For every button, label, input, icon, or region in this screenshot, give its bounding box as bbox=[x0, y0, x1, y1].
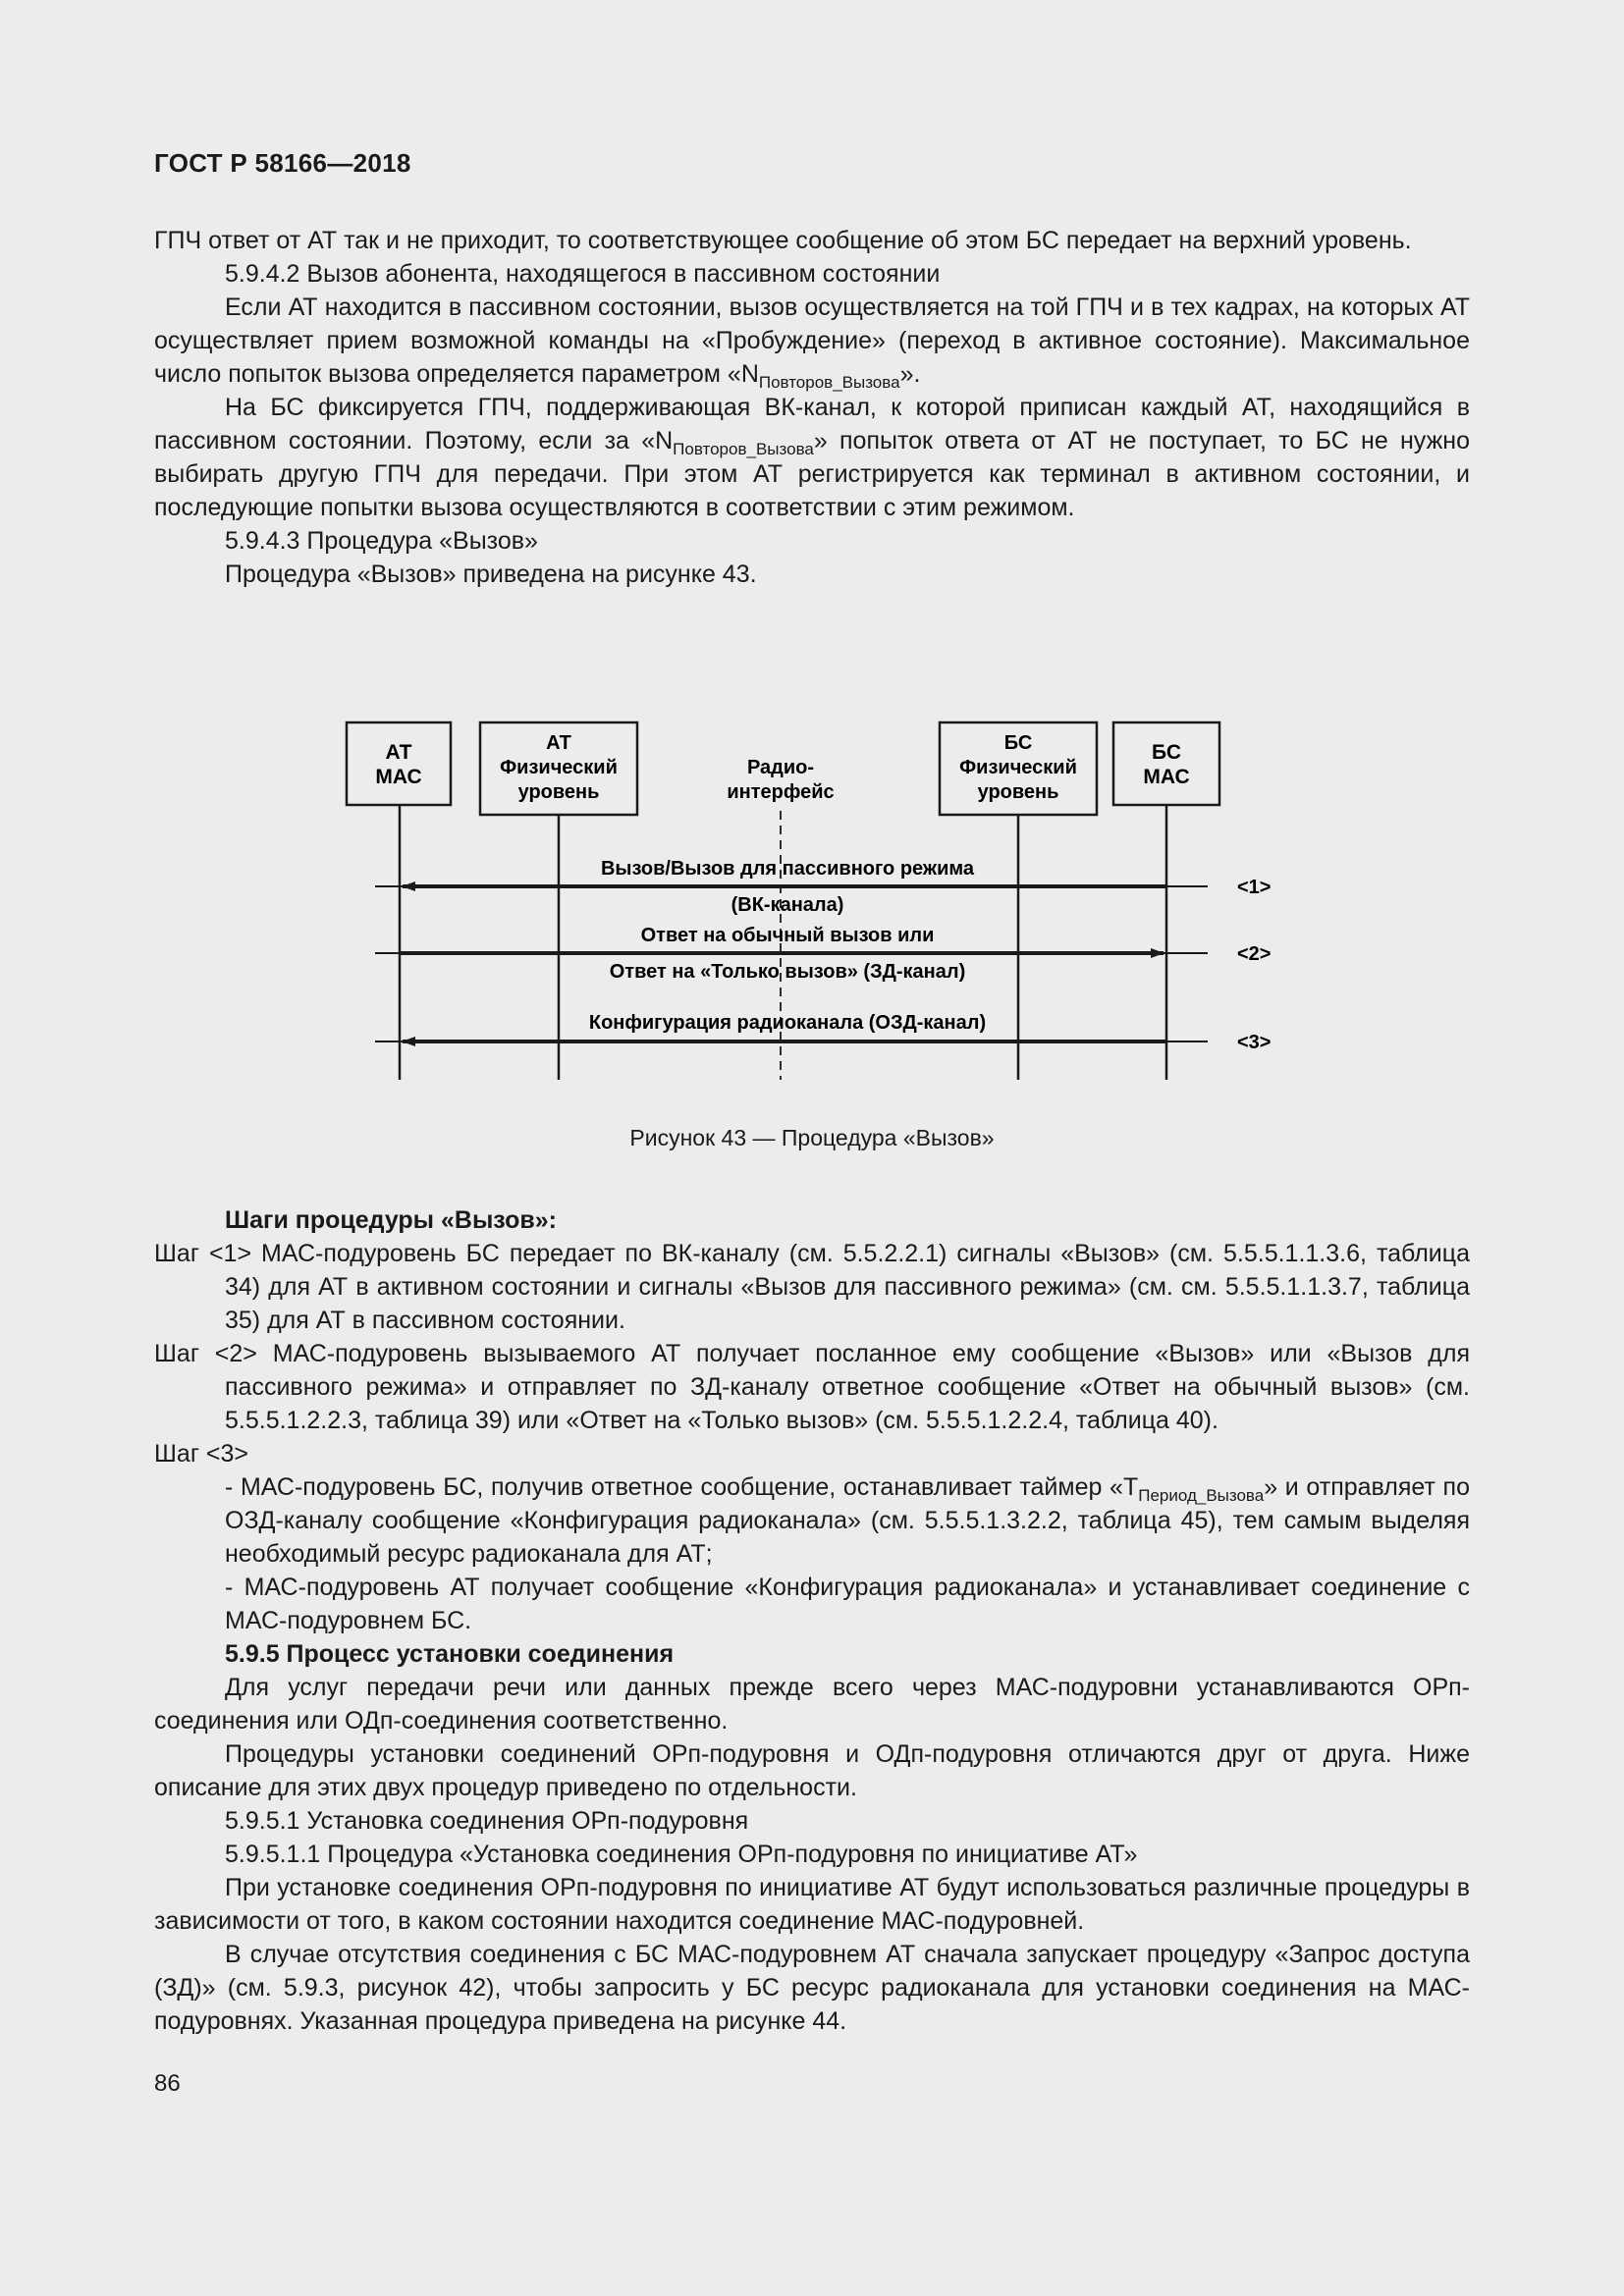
svg-text:МАС: МАС bbox=[1143, 766, 1190, 788]
step-3-label: Шаг <3> bbox=[154, 1440, 248, 1468]
step-1-text: Шаг <1> МАС-подуровень БС передает по ВК-каналу (см. 5.5.2.2.1) сигналы «Вызов» (см. 5.5.5.1.1.3.6, таблица 34) для АТ в активном состоянии и сигналы «Вызов для пассивного режима» (см. см. 5.5.5.1.1.3.7, таблица 35) для АТ в пассивном состоянии. bbox=[154, 1240, 1470, 1334]
svg-text:Радио-: Радио- bbox=[746, 757, 815, 778]
paragraph-procedures-differ: Процедуры установки соединений ОРп-подуровня и ОДп-подуровня отличаются друг от друга. Ниже описание для этих двух процедур приведено по отдельности. bbox=[154, 1740, 1470, 1801]
paragraph-bs-fixes-channel: На БС фиксируется ГПЧ, поддерживающая ВК-канал, к которой приписан каждый АТ, находящийся в пассивном состоянии. Поэтому, если за «$N_{Повторов\_Вызова}$» попыток ответа от АТ не поступает, то БС не нужно выбирать другую ГПЧ для передачи. При этом АТ регистрируется как терминал в активном состоянии, и последующие попытки вызова осуществляются в соответствии с этим режимом. bbox=[154, 394, 1470, 521]
box-at-phy bbox=[480, 722, 637, 815]
box-bs-mac bbox=[1113, 722, 1219, 805]
paragraph-passive-call: Если АТ находится в пассивном состоянии, вызов осуществляется на той ГПЧ и в тех кадрах, на которых АТ осуществляет прием возможной команды на «Пробуждение» (переход в активное состояние). Максимальное число попыток вызова определяется параметром «$N_{Повторов\_Вызова}$». bbox=[154, 294, 1470, 392]
svg-text:АТ: АТ bbox=[546, 732, 571, 754]
svg-text:АТ: АТ bbox=[385, 741, 412, 764]
message-1-label: Вызов/Вызов для пассивного режима bbox=[600, 858, 975, 880]
document-code-header: ГОСТ Р 58166—2018 bbox=[154, 148, 411, 178]
step-3-item-a: - МАС-подуровень БС, получив ответное сообщение, останавливает таймер «$Т_{Период\_Вызова}$» и отправляет по ОЗД-каналу сообщение «Конфигурация радиоканала» (см. 5.5.5.1.3.2.2, таблица 45), тем самым выделяя необходимый ресурс радиоканала для АТ; bbox=[225, 1473, 1471, 1568]
top-text-block bbox=[154, 224, 1470, 591]
section-heading-5-9-5: 5.9.5 Процесс установки соединения bbox=[225, 1640, 675, 1668]
bottom-text-block bbox=[154, 1203, 1470, 2038]
svg-text:БС: БС bbox=[1152, 741, 1181, 764]
svg-text:Физический: Физический bbox=[500, 757, 618, 778]
paragraph-connections: Для услуг передачи речи или данных прежде всего через МАС-подуровни устанавливаются ОРп-соединения или ОДп-соединения соответственно. bbox=[154, 1674, 1470, 1735]
figure-caption: Рисунок 43 — Процедура «Вызов» bbox=[629, 1125, 995, 1150]
section-heading-5-9-5-1: 5.9.5.1 Установка соединения ОРп-подуровня bbox=[225, 1807, 749, 1835]
message-1-label-2: (ВК-канала) bbox=[731, 894, 844, 916]
svg-text:уровень: уровень bbox=[517, 781, 600, 803]
svg-text:уровень: уровень bbox=[977, 781, 1059, 803]
step-2-text: Шаг <2> МАС-подуровень вызываемого АТ получает посланное ему сообщение «Вызов» или «Вызов для пассивного режима» и отправляет по ЗД-каналу ответное сообщение «Ответ на обычный вызов» (см. 5.5.5.1.2.2.3, таблица 39) или «Ответ на «Только вызов» (см. 5.5.5.1.2.2.4, таблица 40). bbox=[154, 1340, 1470, 1434]
step-1-marker: <1> bbox=[1237, 877, 1272, 898]
step-2-marker: <2> bbox=[1237, 943, 1272, 965]
sequence-diagram-svg bbox=[334, 713, 1296, 1086]
step-3-item-b: - МАС-подуровень АТ получает сообщение «Конфигурация радиоканала» и устанавливает соединение с МАС-подуровнем БС. bbox=[225, 1574, 1470, 1634]
svg-text:Физический: Физический bbox=[959, 757, 1077, 778]
svg-text:интерфейс: интерфейс bbox=[727, 781, 835, 803]
section-heading-5-9-4-2: 5.9.4.2 Вызов абонента, находящегося в пассивном состоянии bbox=[225, 260, 941, 288]
label-radio-interface bbox=[727, 757, 834, 803]
message-3-label: Конфигурация радиоканала (ОЗД-канал) bbox=[588, 1012, 987, 1034]
paragraph-various-procedures: При установке соединения ОРп-подуровня по инициативе АТ будут использоваться различные процедуры в зависимости от того, в каком состоянии находится соединение МАС-подуровней. bbox=[154, 1874, 1470, 1935]
message-2-label: Ответ на обычный вызов или bbox=[640, 925, 935, 946]
paragraph-access-request: В случае отсутствия соединения с БС МАС-подуровнем АТ сначала запускает процедуру «Запрос доступа (ЗД)» (см. 5.9.3, рисунок 42), чтобы запросить у БС ресурс радиоканала для установки соединения на МАС-подуровнях. Указанная процедура приведена на рисунке 44. bbox=[154, 1941, 1470, 2035]
box-bs-phy bbox=[940, 722, 1097, 815]
page-number: 86 bbox=[154, 2070, 181, 2097]
paragraph-continuation: ГПЧ ответ от АТ так и не приходит, то соответствующее сообщение об этом БС передает на верхний уровень. bbox=[154, 227, 1412, 254]
svg-text:МАС: МАС bbox=[375, 766, 422, 788]
step-3-marker: <3> bbox=[1237, 1032, 1272, 1053]
paragraph-figure-ref: Процедура «Вызов» приведена на рисунке 43. bbox=[225, 561, 757, 588]
box-at-mac bbox=[347, 722, 451, 805]
section-heading-5-9-5-1-1: 5.9.5.1.1 Процедура «Установка соединения ОРп-подуровня по инициативе АТ» bbox=[225, 1841, 1138, 1868]
sequence-diagram-figure-43 bbox=[334, 713, 1296, 1086]
svg-text:БС: БС bbox=[1003, 732, 1033, 754]
section-heading-5-9-4-3: 5.9.4.3 Процедура «Вызов» bbox=[225, 527, 538, 555]
steps-title: Шаги процедуры «Вызов»: bbox=[225, 1206, 557, 1234]
message-2-label-2: Ответ на «Только вызов» (ЗД-канал) bbox=[609, 961, 966, 983]
